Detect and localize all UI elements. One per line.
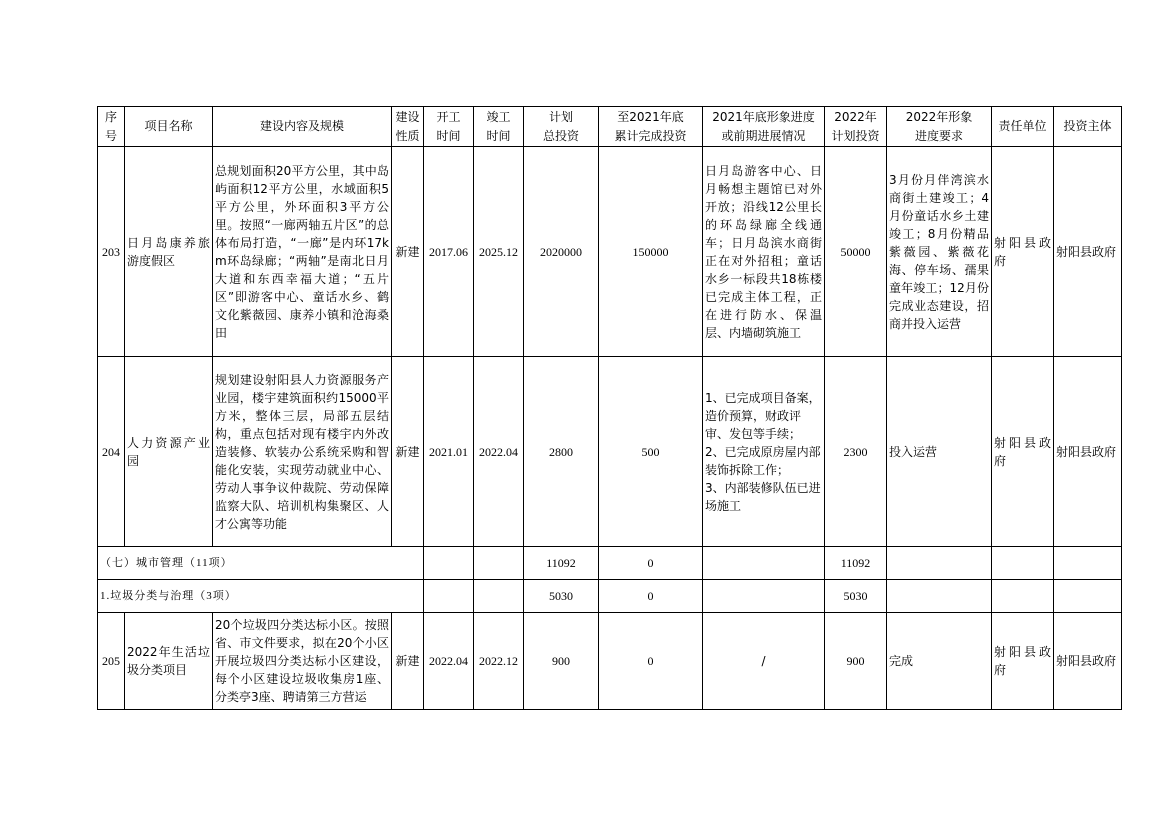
cell-req2022: 3月份月伴湾滨水商街土建竣工；4月份童话水乡土建竣工；8月份精品紫薇园、紫薇花海、停车场、孺果童年竣工；12月份完成业态建设，招商并投入运营 bbox=[887, 147, 992, 357]
cell-seq: 203 bbox=[98, 147, 125, 357]
header-progress: 2021年底形象进度 或前期进展情况 bbox=[703, 107, 825, 147]
cell-empty bbox=[992, 547, 1054, 580]
cell-empty bbox=[703, 547, 825, 580]
cell-seq: 204 bbox=[98, 357, 125, 547]
cell-empty bbox=[1054, 547, 1122, 580]
table-row bbox=[98, 613, 1122, 710]
cell-req2022: 完成 bbox=[887, 613, 992, 710]
subcategory-cumulative: 0 bbox=[599, 580, 703, 613]
header-cumulative: 至2021年底 累计完成投资 bbox=[599, 107, 703, 147]
cell-name: 日月岛康养旅游度假区 bbox=[125, 147, 213, 357]
cell-investor: 射阳县政府 bbox=[1054, 147, 1122, 357]
cell-total: 2800 bbox=[524, 357, 599, 547]
header-start: 开工 时间 bbox=[424, 107, 474, 147]
cell-nature: 新建 bbox=[392, 357, 424, 547]
header-nature: 建设 性质 bbox=[392, 107, 424, 147]
header-total: 计划 总投资 bbox=[524, 107, 599, 147]
header-name: 项目名称 bbox=[125, 107, 213, 147]
cell-start: 2022.04 bbox=[424, 613, 474, 710]
cell-unit: 射阳县政府 bbox=[992, 613, 1054, 710]
cell-plan2022: 900 bbox=[825, 613, 887, 710]
cell-content: 20个垃圾四分类达标小区。按照省、市文件要求，拟在20个小区开展垃圾四分类达标小区建设，每个小区建设垃圾收集房1座、分类亭3座、聘请第三方营运 bbox=[213, 613, 392, 710]
cell-progress: / bbox=[703, 613, 825, 710]
header-req2022: 2022年形象 进度要求 bbox=[887, 107, 992, 147]
cell-empty bbox=[887, 547, 992, 580]
cell-cumulative: 0 bbox=[599, 613, 703, 710]
cell-empty bbox=[992, 580, 1054, 613]
cell-cumulative: 150000 bbox=[599, 147, 703, 357]
cell-empty bbox=[1054, 580, 1122, 613]
cell-investor: 射阳县政府 bbox=[1054, 357, 1122, 547]
cell-empty bbox=[424, 580, 474, 613]
header-unit: 责任单位 bbox=[992, 107, 1054, 147]
table-row bbox=[98, 147, 1122, 357]
cell-plan2022: 50000 bbox=[825, 147, 887, 357]
cell-seq: 205 bbox=[98, 613, 125, 710]
cell-cumulative: 500 bbox=[599, 357, 703, 547]
cell-unit: 射阳县政府 bbox=[992, 147, 1054, 357]
cell-empty bbox=[474, 580, 524, 613]
subcategory-plan2022: 5030 bbox=[825, 580, 887, 613]
table-row bbox=[98, 357, 1122, 547]
cell-req2022: 投入运营 bbox=[887, 357, 992, 547]
cell-plan2022: 2300 bbox=[825, 357, 887, 547]
cell-nature: 新建 bbox=[392, 147, 424, 357]
header-seq: 序 号 bbox=[98, 107, 125, 147]
category-cumulative: 0 bbox=[599, 547, 703, 580]
cell-empty bbox=[887, 580, 992, 613]
cell-investor: 射阳县政府 bbox=[1054, 613, 1122, 710]
project-table bbox=[97, 106, 1122, 710]
cell-name: 2022年生活垃圾分类项目 bbox=[125, 613, 213, 710]
subcategory-total: 5030 bbox=[524, 580, 599, 613]
cell-end: 2022.04 bbox=[474, 357, 524, 547]
cell-empty bbox=[703, 580, 825, 613]
cell-content: 规划建设射阳县人力资源服务产业园，楼宇建筑面积约15000平方米，整体三层，局部五层结构，重点包括对现有楼宇内外改造装修、软装办公系统采购和智能化安装，实现劳动就业中心、劳动人事争议仲裁院、劳动保障监察大队、培训机构集聚区、人才公寓等功能 bbox=[213, 357, 392, 547]
category-total: 11092 bbox=[524, 547, 599, 580]
header-investor: 投资主体 bbox=[1054, 107, 1122, 147]
header-content: 建设内容及规模 bbox=[213, 107, 392, 147]
header-row bbox=[98, 107, 1122, 147]
cell-progress: 日月岛游客中心、日月畅想主题馆已对外开放；沿线12公里长的环岛绿廊全线通车；日月岛滨水商街正在对外招租；童话水乡一标段共18栋楼已完成主体工程，正在进行防水、保温层、内墙砌筑施工 bbox=[703, 147, 825, 357]
category-label: （七）城市管理（11项） bbox=[98, 547, 424, 580]
cell-total: 900 bbox=[524, 613, 599, 710]
subcategory-row bbox=[98, 580, 1122, 613]
cell-start: 2017.06 bbox=[424, 147, 474, 357]
cell-end: 2022.12 bbox=[474, 613, 524, 710]
header-plan2022: 2022年 计划投资 bbox=[825, 107, 887, 147]
subcategory-label: 1.垃圾分类与治理（3项） bbox=[98, 580, 424, 613]
category-row bbox=[98, 547, 1122, 580]
cell-empty bbox=[474, 547, 524, 580]
header-end: 竣工 时间 bbox=[474, 107, 524, 147]
cell-unit: 射阳县政府 bbox=[992, 357, 1054, 547]
cell-empty bbox=[424, 547, 474, 580]
category-plan2022: 11092 bbox=[825, 547, 887, 580]
cell-end: 2025.12 bbox=[474, 147, 524, 357]
cell-nature: 新建 bbox=[392, 613, 424, 710]
cell-progress: 1、已完成项目备案，造价预算，财政评审、发包等手续； 2、已完成原房屋内部装饰拆除工作； 3、内部装修队伍已进场施工 bbox=[703, 357, 825, 547]
cell-start: 2021.01 bbox=[424, 357, 474, 547]
cell-name: 人力资源产业园 bbox=[125, 357, 213, 547]
cell-total: 2020000 bbox=[524, 147, 599, 357]
cell-content: 总规划面积20平方公里，其中岛屿面积12平方公里，水域面积5平方公里，外环面积3平方公里。按照“一廊两轴五片区”的总体布局打造，“一廊”是内环17km环岛绿廊；“两轴”是南北日月大道和东西幸福大道；“五片区”即游客中心、童话水乡、鹤文化紫薇园、康养小镇和沧海桑田 bbox=[213, 147, 392, 357]
